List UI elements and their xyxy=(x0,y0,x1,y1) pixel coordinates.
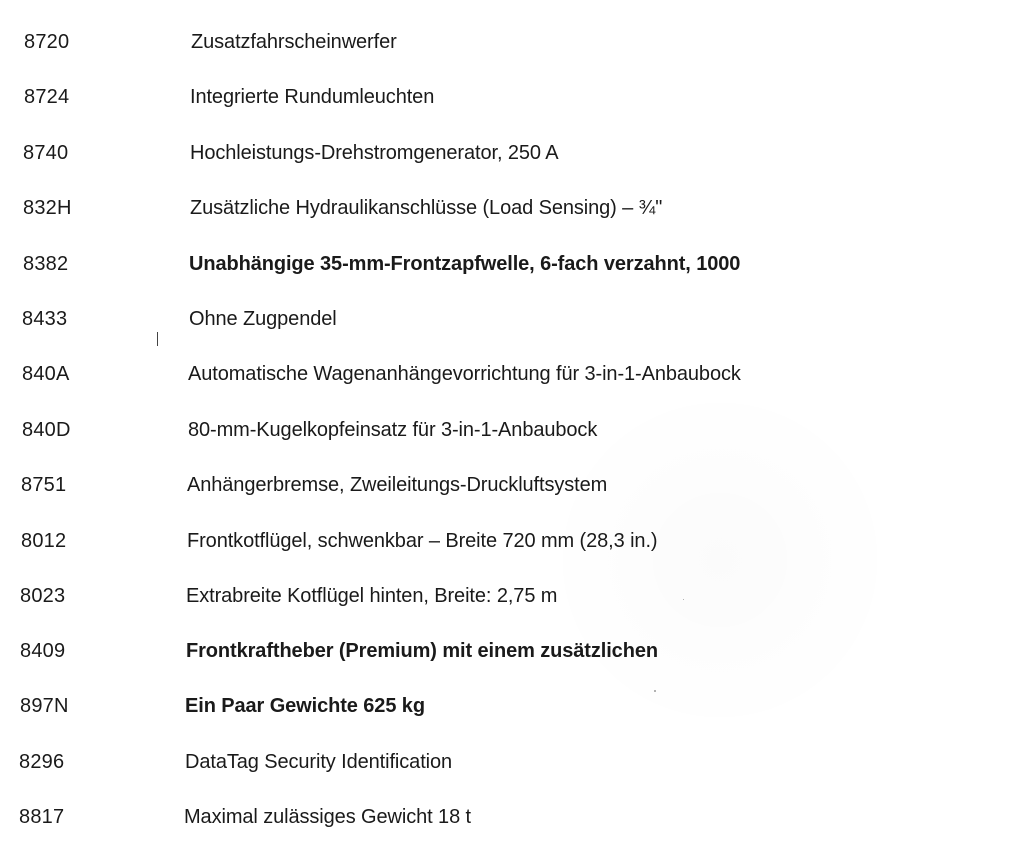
option-description: Integrierte Rundumleuchten xyxy=(190,85,435,109)
option-code: 8740 xyxy=(23,141,69,165)
option-description: Ohne Zugpendel xyxy=(189,307,337,331)
option-code: 8724 xyxy=(24,85,70,109)
option-row xyxy=(0,636,1000,667)
option-description: Frontkotflügel, schwenkbar – Breite 720 mm (28,3 in.) xyxy=(187,529,658,553)
option-code: 840A xyxy=(22,362,70,386)
option-description: Zusatzfahrscheinwerfer xyxy=(191,30,397,54)
option-code: 897N xyxy=(20,694,69,718)
option-row xyxy=(0,415,1000,446)
option-description: Zusätzliche Hydraulikanschlüsse (Load Sensing) – ¾" xyxy=(190,196,663,220)
option-description: 80-mm-Kugelkopfeinsatz für 3-in-1-Anbaubock xyxy=(188,418,598,442)
option-code: 832H xyxy=(23,196,72,220)
option-description: Ein Paar Gewichte 625 kg xyxy=(185,694,425,718)
option-description: Automatische Wagenanhängevorrichtung für 3-in-1-Anbaubock xyxy=(188,362,741,386)
option-description: Maximal zulässiges Gewicht 18 t xyxy=(184,805,472,829)
option-row xyxy=(0,193,1000,224)
option-description: Frontkraftheber (Premium) mit einem zusätzlichen xyxy=(186,639,658,663)
option-row xyxy=(0,581,1000,612)
option-code: 8751 xyxy=(21,473,67,497)
option-row xyxy=(0,27,1000,58)
option-code: 8382 xyxy=(23,252,69,276)
option-code: 8720 xyxy=(24,30,70,54)
option-code: 8817 xyxy=(19,805,65,829)
option-code: 8023 xyxy=(20,584,66,608)
option-description: DataTag Security Identification xyxy=(185,750,453,774)
option-code: 840D xyxy=(22,418,71,442)
option-row xyxy=(0,470,1000,501)
option-row xyxy=(0,82,1000,113)
option-code: 8409 xyxy=(20,639,66,663)
option-description: Extrabreite Kotflügel hinten, Breite: 2,75 m xyxy=(186,584,558,608)
option-row xyxy=(0,526,1000,557)
option-code: 8433 xyxy=(22,307,68,331)
option-description: Unabhängige 35-mm-Frontzapfwelle, 6-fach verzahnt, 1000 xyxy=(189,252,741,276)
option-code: 8296 xyxy=(19,750,65,774)
option-row xyxy=(0,802,1000,833)
option-description: Hochleistungs-Drehstromgenerator, 250 A xyxy=(190,141,559,165)
option-row xyxy=(0,691,1000,722)
option-description: Anhängerbremse, Zweileitungs-Druckluftsystem xyxy=(187,473,608,497)
option-row xyxy=(0,138,1000,169)
option-row xyxy=(0,747,1000,778)
option-code: 8012 xyxy=(21,529,67,553)
option-row xyxy=(0,249,1000,280)
option-row xyxy=(0,359,1000,390)
option-row xyxy=(0,304,1000,335)
